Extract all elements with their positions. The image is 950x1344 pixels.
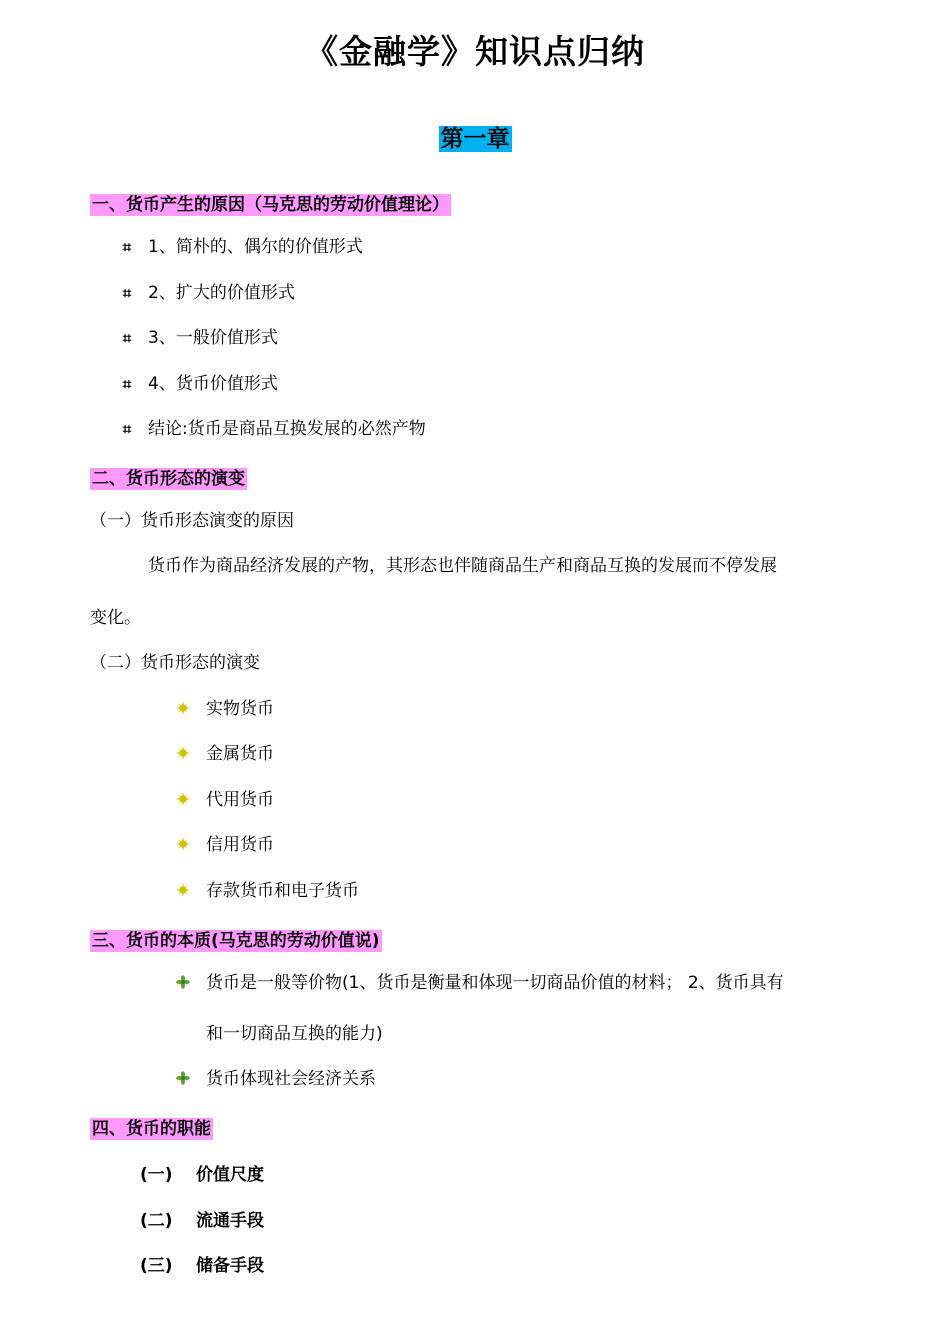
list-item: [176, 880, 359, 902]
chapter-label: 第一章: [440, 126, 510, 152]
list-item-text: 货币是一般等价物(1、货币是衡量和体现一切商品价值的材料； 2、货币具有: [206, 973, 784, 993]
sunburst-bullet-icon: [176, 883, 190, 897]
function-item: [140, 1206, 264, 1231]
list-item-text: 结论:货币是商品互换发展的必然产物: [148, 419, 426, 439]
list-item: [176, 698, 274, 720]
hash-bullet-icon: ⌗: [122, 329, 132, 347]
list-item: [120, 327, 278, 349]
section-2-heading: [90, 464, 247, 489]
function-label: 价值尺度: [196, 1165, 264, 1185]
list-item-text: 存款货币和电子货币: [206, 881, 359, 901]
section-4-heading-text: 四、货币的职能: [92, 1119, 211, 1139]
subsection-heading: （二）货币形态的演变: [90, 653, 260, 673]
function-label: 流通手段: [196, 1211, 264, 1231]
hash-bullet-icon: ⌗: [122, 375, 132, 393]
list-item: [176, 789, 274, 811]
hash-bullet-icon: ⌗: [122, 420, 132, 438]
function-number: (二): [140, 1211, 173, 1231]
list-item: [176, 834, 274, 856]
list-item-text: 信用货币: [206, 835, 274, 855]
subsection-heading: （一）货币形态演变的原因: [90, 511, 294, 531]
list-item: [176, 743, 274, 765]
list-item-text: 货币体现社会经济关系: [206, 1069, 376, 1089]
list-item: [120, 373, 278, 395]
hash-bullet-icon: ⌗: [122, 238, 132, 256]
sunburst-bullet-icon: [176, 837, 190, 851]
sunburst-bullet-icon: [176, 746, 190, 760]
document-title: 《金融学》知识点归纳: [305, 32, 645, 71]
list-item-text: 1、简朴的、偶尔的价值形式: [148, 237, 363, 257]
function-number: (三): [140, 1256, 173, 1276]
section-3-heading-text: 三、货币的本质(马克思的劳动价值说): [92, 931, 380, 951]
section-3-heading: [90, 926, 382, 951]
chapter-heading: [0, 120, 950, 153]
sunburst-bullet-icon: [176, 792, 190, 806]
list-item-text: 金属货币: [206, 744, 274, 764]
list-item-text: 2、扩大的价值形式: [148, 283, 295, 303]
section-1-heading: [90, 190, 451, 215]
paragraph-line: 变化。: [90, 608, 141, 628]
list-item-text: 代用货币: [206, 790, 274, 810]
list-item: [120, 418, 426, 440]
leaf-bullet-icon: [176, 1071, 190, 1085]
list-item-text: 3、一般价值形式: [148, 328, 278, 348]
function-label: 储备手段: [196, 1256, 264, 1276]
section-2-heading-text: 二、货币形态的演变: [92, 469, 245, 489]
list-item: [176, 1068, 376, 1090]
sunburst-bullet-icon: [176, 701, 190, 715]
leaf-bullet-icon: [176, 975, 190, 989]
list-item: [120, 236, 363, 258]
list-item: [120, 282, 295, 304]
function-item: [140, 1251, 264, 1276]
list-item-text: 实物货币: [206, 699, 274, 719]
paragraph-line: 货币作为商品经济发展的产物，其形态也伴随商品生产和商品互换的发展而不停发展: [148, 556, 777, 576]
list-item-text: 4、货币价值形式: [148, 374, 278, 394]
hash-bullet-icon: ⌗: [122, 284, 132, 302]
section-1-heading-text: 一、货币产生的原因（马克思的劳动价值理论）: [92, 195, 449, 215]
list-item-continuation: 和一切商品互换的能力): [206, 1024, 383, 1044]
list-item: [176, 972, 784, 994]
function-number: (一): [140, 1165, 173, 1185]
section-4-heading: [90, 1114, 213, 1139]
function-item: [140, 1160, 264, 1185]
